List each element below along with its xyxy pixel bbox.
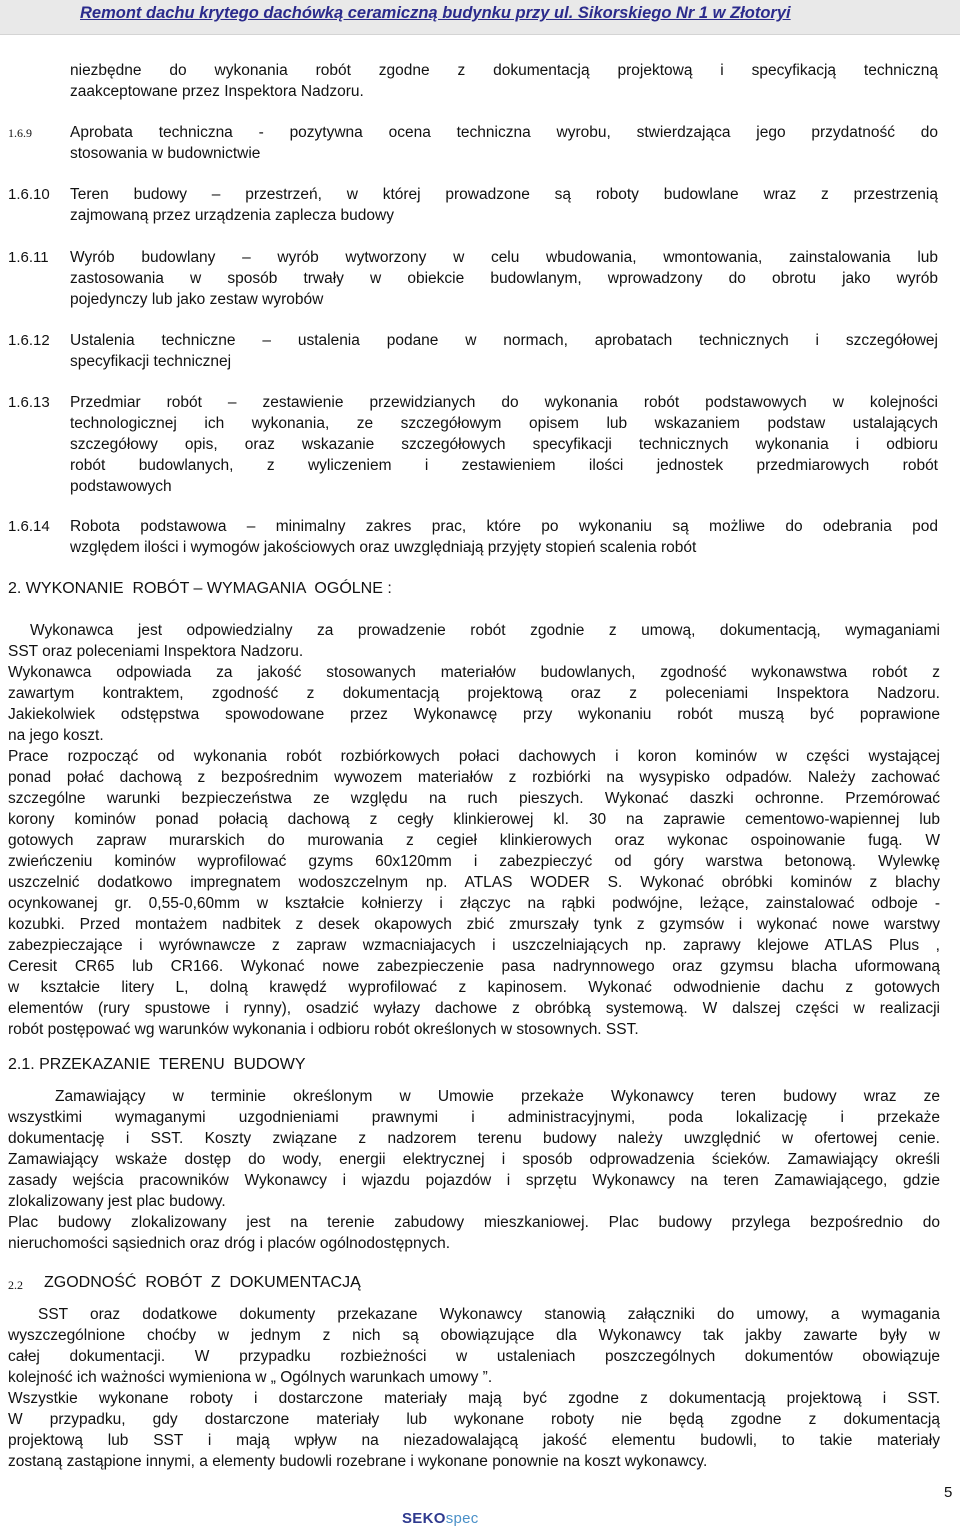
definition-number: 1.6.12 <box>8 332 50 349</box>
text-line: Zamawiający w terminie określonym w Umowie przekaże Wykonawcy teren budowy wraz ze <box>55 1088 940 1105</box>
text-line: specyfikacji technicznej <box>70 353 232 370</box>
text-line: gotowych zapraw murarskich do murowania z cegieł klinkierowych oraz wykonac ospoinowanie fugą. W <box>8 832 940 849</box>
definition-number: 1.6.10 <box>8 186 50 203</box>
section-heading: 2.1. PRZEKAZANIE TERENU BUDOWY <box>8 1056 306 1073</box>
document-header <box>0 0 960 35</box>
text-line: uszczelnić dodatkowo impregnatem wodoszczelnym np. ATLAS WODER S. Wykonać obróbki kominów z blachy <box>8 874 940 891</box>
text-line: Jakiekolwiek odstępstwa spowodowane przez Wykonawcę przy wykonaniu robót muszą być poprawione <box>8 706 940 723</box>
text-line: zajmowaną przez urządzenia zaplecza budowy <box>70 207 394 224</box>
section-heading: 2. WYKONANIE ROBÓT – WYMAGANIA OGÓLNE : <box>8 580 392 597</box>
text-line: Wykonawca odpowiada za jakość stosowanych materiałów budowlanych, zgodność wykonawstwa robót z <box>8 664 940 681</box>
text-line: kolejność ich ważności wymieniona w „ Ogólnych warunkach umowy ”. <box>8 1369 493 1386</box>
text-line: Wszystkie wykonane roboty i dostarczone materiały mają być zgodne z dokumentacją projektową i SST. <box>8 1390 940 1407</box>
text-line: elementów (rury spustowe i rynny), osadzić wyłazy dachowe z obróbką systemową. W dalszej części w realizacji <box>8 1000 940 1017</box>
text-line: Ceresit CR65 lub CR166. Wykonać nowe zabezpieczenie pasa nadrynnowego oraz gzymsu blacha uformowaną <box>8 958 940 975</box>
text-line: korony kominów ponad połacią dachową z cegły klinkierowej kl. 30 na zaprawie cementowo-wapiennej lub <box>8 811 940 828</box>
text-line: wszystkimi wymaganymi uzgodnieniami prawnymi i administracyjnymi, poda lokalizację i przekaże <box>8 1109 940 1126</box>
text-line: w kształcie litery L, dolną krawędź wyprofilować z kapinosem. Wykonać odwodnienie dachu z gotowych <box>8 979 940 996</box>
text-line: całej dokumentacji. W przypadku rozbieżności w ustaleniach poszczególnych dokumentów obowiązuje <box>8 1348 940 1365</box>
text-line: Zamawiający wskaże dostęp do wody, energii elektrycznej i sposób odprowadzenia ścieków. Zamawiający określi <box>8 1151 940 1168</box>
text-line: zlokalizowany jest plac budowy. <box>8 1193 226 1210</box>
text-line: zostaną zastąpione innymi, a elementy budowli rozebrane i wykonane ponownie na koszt wykonawcy. <box>8 1453 708 1470</box>
text-line: zawartym kontraktem, zgodność z dokumentacją projektową oraz z poleceniami Inspektora Nadzoru. <box>8 685 940 702</box>
text-line: stosowania w budownictwie <box>70 145 261 162</box>
text-line: podstawowych <box>70 478 172 495</box>
text-line: zasady wejścia pracowników Wykonawcy i wjazdu pojazdów i sprzętu Wykonawcy na teren Zamawiającego, gdzie <box>8 1172 940 1189</box>
logo-main-text: SEKO <box>402 1510 446 1527</box>
section-number: 2.2 <box>8 1278 23 1292</box>
text-line: SST oraz poleceniami Inspektora Nadzoru. <box>8 643 304 660</box>
text-line: zaakceptowane przez Inspektora Nadzoru. <box>70 83 364 100</box>
text-line: dokumentację i SST. Koszty związane z nadzorem terenu budowy należy uwzględnić w ofertowej cenie. <box>8 1130 940 1147</box>
text-line: robót postępować wg warunków wykonania i odbioru robót określonych w stosownych. SST. <box>8 1021 639 1038</box>
text-line: Ustalenia techniczne – ustalenia podane w normach, aprobatach technicznych i szczegółowej <box>70 332 938 349</box>
text-line: Wykonawca jest odpowiedzialny za prowadzenie robót zgodnie z umową, dokumentacją, wymaganiami <box>30 622 940 639</box>
text-line: kozubki. Przed montażem nadbitek z desek okapowych zbić zmurszały tynk z gzymsów i wykonać nowe warstwy <box>8 916 940 933</box>
logo-sub-text: spec <box>445 1510 479 1527</box>
text-line: ponad połać dachową z bezpośrednim wywozem materiałów z rozbiórki na wysypisko odpadów. Należy zachować <box>8 769 940 786</box>
text-line: wyszczególnione choćby w jednym z nich są obowiązujące dla Wykonawcy tak jakby zawarte były w <box>8 1327 940 1344</box>
document-title: Remont dachu krytego dachówką ceramiczną budynku przy ul. Sikorskiego Nr 1 w Złotoryi <box>80 4 791 22</box>
text-line: zastosowania w sposób trwały w obiekcie budowlanym, wprowadzony do obrotu jako wyrób <box>70 270 938 287</box>
page-number: 5 <box>944 1484 953 1501</box>
definition-number: 1.6.11 <box>8 249 49 266</box>
section-heading: ZGODNOŚĆ ROBÓT Z DOKUMENTACJĄ <box>44 1274 361 1291</box>
text-line: szczególne warunki bezpieczeństwa ze względu na ruch pieszych. Wykonać daszki ochronne. Przemórować <box>8 790 940 807</box>
definition-number: 1.6.14 <box>8 518 50 535</box>
text-line: Przedmiar robót – zestawienie przewidzianych do wykonania robót podstawowych w kolejności <box>70 394 938 411</box>
text-line: zwieńczeniu kominów wyprofilować gzyms 60x120mm i zabezpieczyć od góry warstwa betonową. Wylewkę <box>8 853 940 870</box>
text-line: ocynkowanej gr. 0,55-0,60mm w kształcie kołnierzy i złączyc na rąbki podwójne, leżące, zainstalować odboje - <box>8 895 940 912</box>
company-logo <box>402 1510 479 1527</box>
text-line: W przypadku, gdy dostarczone materiały lub wykonane roboty nie będą zgodne z dokumentacją <box>8 1411 940 1428</box>
text-line: niezbędne do wykonania robót zgodne z dokumentacją projektową i specyfikacją techniczną <box>70 62 938 79</box>
text-line: nieruchomości sąsiednich oraz dróg i placów ogólnodostępnych. <box>8 1235 451 1252</box>
text-line: względem ilości i wymogów jakościowych oraz uwzględniają przyjęty stopień scalenia robót <box>70 539 697 556</box>
definition-number: 1.6.13 <box>8 394 50 411</box>
text-line: projektową lub SST i mają wpływ na niezadowalającą jakość elementu budowli, to takie materiały <box>8 1432 940 1449</box>
text-line: Plac budowy zlokalizowany jest na terenie zabudowy mieszkaniowej. Plac budowy przylega bezpośrednio do <box>8 1214 940 1231</box>
text-line: Aprobata techniczna - pozytywna ocena techniczna wyrobu, stwierdzająca jego przydatność do <box>70 124 938 141</box>
text-line: Robota podstawowa – minimalny zakres prac, które po wykonaniu są możliwe do odebrania pod <box>70 518 938 535</box>
text-line: Wyrób budowlany – wyrób wytworzony w celu wbudowania, wmontowania, zainstalowania lub <box>70 249 938 266</box>
text-line: zabezpieczające i wyrównawcze z zapraw wzmacniajacych i uszczelniających np. zaprawy klejowe ATLAS Plus , <box>8 937 940 954</box>
text-line: na jego koszt. <box>8 727 104 744</box>
text-line: Prace rozpocząć od wykonania robót rozbiórkowych połaci dachowych i koron kominów w części wystającej <box>8 748 940 765</box>
text-line: pojedynczy lub jako zestaw wyrobów <box>70 291 324 308</box>
text-line: szczegółowy opis, oraz wskazanie szczegółowych specyfikacji technicznych wykonania i odbioru <box>70 436 938 453</box>
text-line: robót budowlanych, z wyliczeniem i zestawieniem ilości jednostek przedmiarowych robót <box>70 457 938 474</box>
text-line: SST oraz dodatkowe dokumenty przekazane Wykonawcy stanowią załączniki do umowy, a wymagania <box>38 1306 940 1323</box>
text-line: technologicznej ich wykonania, ze szczegółowym opisem lub wskazaniem podstaw ustalających <box>70 415 938 432</box>
definition-number: 1.6.9 <box>8 126 32 140</box>
text-line: Teren budowy – przestrzeń, w której prowadzone są roboty budowlane wraz z przestrzenią <box>70 186 938 203</box>
